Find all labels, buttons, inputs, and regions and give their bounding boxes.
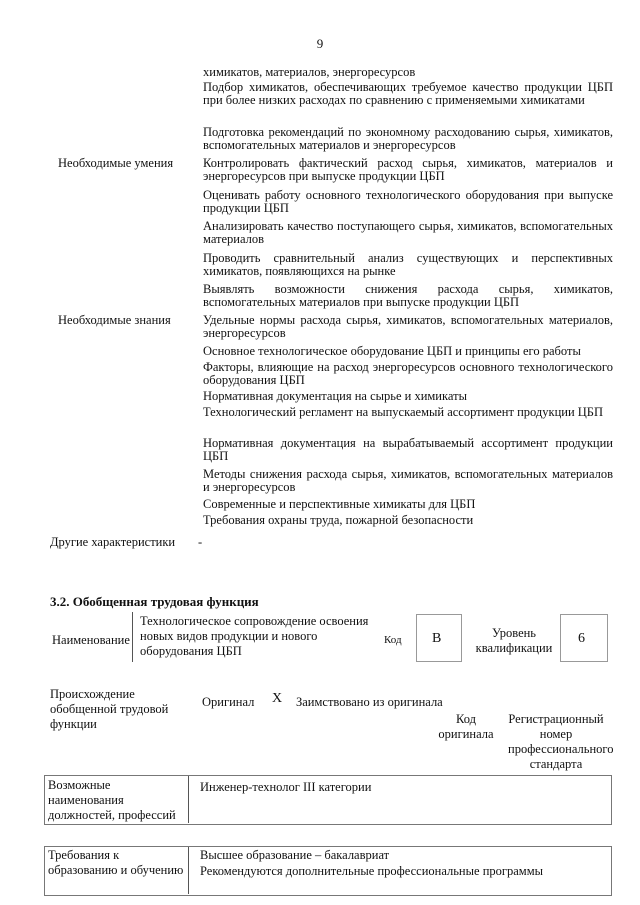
line: Нормативная документация на вырабатываемый ассортимент продукции ЦБП [203,436,613,463]
education-value-2: Рекомендуются дополнительные профессиональные программы [200,864,544,878]
other-label: Другие характеристики [50,535,176,549]
line: Современные и перспективные химикаты для ЦБП [203,497,476,511]
origin-label: Происхождение обобщенной трудовой функции [50,687,169,731]
skills-label: Необходимые умения [58,156,174,170]
line: Удельные нормы расхода сырья, химикатов, вспомогательных материалов, энергоресурсов [203,313,613,340]
line: Основное технологическое оборудование ЦБП и принципы его работы [203,344,581,358]
line: химикатов, материалов, энергоресурсов [203,65,416,79]
code-label: Код [384,634,402,646]
education-label: Требования к образованию и обучению [48,848,184,877]
line: Контролировать фактический расход сырья, химикатов, материалов и энергоресурсов при выпуске продукции ЦБП [203,156,613,183]
line: Подготовка рекомендаций по экономному расходованию сырья, химикатов, вспомогательных материалов и энергоресурсов [203,125,613,152]
code-value: В [432,631,442,646]
line: Выявлять возможности снижения расхода сырья, химикатов, вспомогательных материалов при выпуске продукции ЦБП [203,282,613,309]
original-label: Оригинал [202,695,255,709]
page-number: 9 [316,36,324,51]
level-value: 6 [578,631,585,646]
positions-label: Возможные наименования должностей, профессий [48,778,176,822]
education-divider [188,847,189,894]
line: Анализировать качество поступающего сырья, химикатов, вспомогательных материалов [203,219,613,246]
reg-number-label: Регистрационный номер профессионального стандарта [508,712,614,771]
name-label: Наименование [52,633,130,647]
line: Проводить сравнительный анализ существующих и перспективных химикатов, появляющихся на рынке [203,251,613,278]
borrowed-label: Заимствовано из оригинала [296,695,443,709]
level-label: Уровень квалификации [475,626,553,655]
section-heading: 3.2. Обобщенная трудовая функция [50,594,259,609]
positions-value: Инженер-технолог III категории [200,780,372,794]
other-value: - [198,535,203,549]
knowledge-label: Необходимые знания [58,313,171,327]
original-mark: Х [272,691,283,706]
name-value: Технологическое сопровождение освоения новых видов продукции и нового оборудования ЦБП [140,614,369,658]
line: Технологический регламент на выпускаемый ассортимент продукции ЦБП [203,405,604,419]
line: Методы снижения расхода сырья, химикатов, вспомогательных материалов и энергоресурсов [203,467,613,494]
line: Нормативная документация на сырье и химикаты [203,389,467,403]
orig-code-label: Код оригинала [438,712,494,741]
line: Факторы, влияющие на расход энергоресурсов основного технологического оборудования ЦБП [203,360,613,387]
line: Подбор химикатов, обеспечивающих требуемое качество продукции ЦБП при более низких расходах по сравнению с применяемыми химикатами [203,80,613,107]
name-box-border [132,612,133,662]
positions-divider [188,776,189,823]
education-value-1: Высшее образование – бакалавриат [200,848,390,862]
line: Требования охраны труда, пожарной безопасности [203,513,474,527]
line: Оценивать работу основного технологического оборудования при выпуске продукции ЦБП [203,188,613,215]
